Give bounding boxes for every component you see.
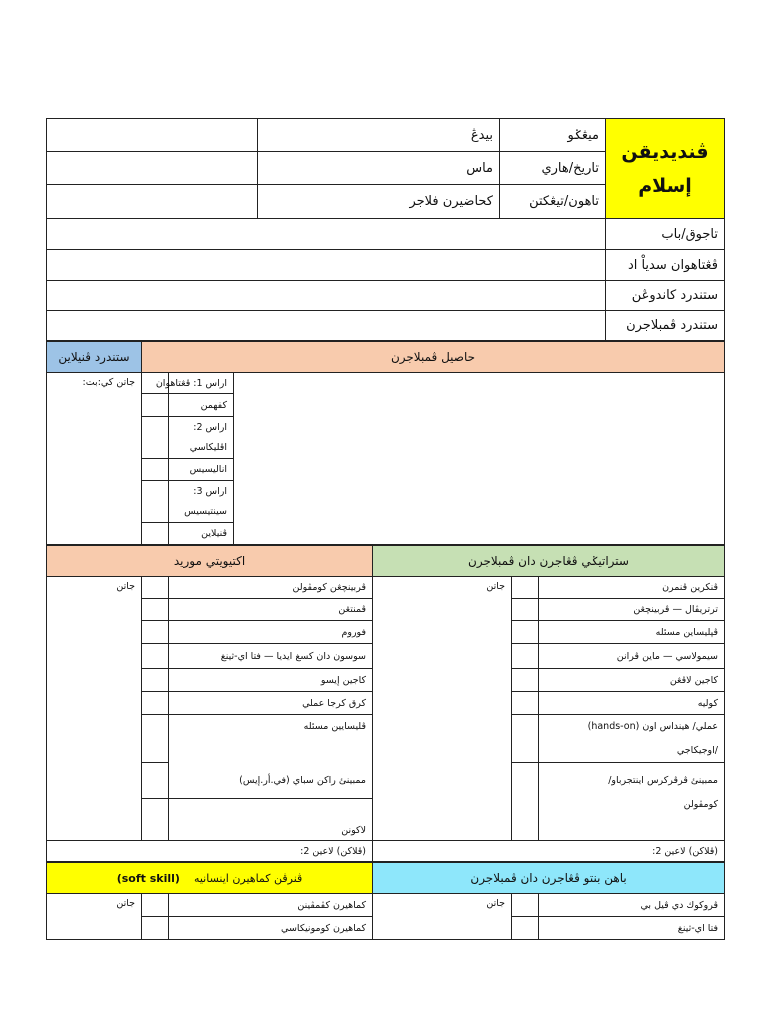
tajuk-bab-value[interactable] [47, 219, 606, 250]
pengetahuan-value[interactable] [47, 250, 606, 281]
strategi-checkbox[interactable] [512, 644, 539, 669]
minggu-label: ميڠݢو [500, 119, 606, 152]
soft-skill-header-ar: ڤنرڤن كماهيرن اينسانيه [193, 871, 303, 885]
standard-kandungan-label: ستندرد كاندوڠن [606, 281, 725, 311]
bahan-catatan: جاتن [373, 894, 512, 940]
strategi-checkbox[interactable] [512, 763, 539, 841]
strategi-item: ڤڽليساين مسئله [539, 621, 725, 644]
subject-title-line2: إسلام [638, 174, 692, 197]
soft-skill-item: كماهيرن كومونيكاسي [169, 917, 373, 940]
bahan-checkbox[interactable] [512, 917, 539, 940]
strategi-checkbox[interactable] [512, 577, 539, 599]
masa-label: ماس [258, 152, 500, 185]
masa-value[interactable] [47, 152, 258, 185]
level-label: كفهمن [169, 394, 234, 417]
soft-skill-checkbox[interactable] [142, 894, 169, 917]
aktiviti-item: كرق كرجا عملي [169, 692, 373, 715]
bahan-checkbox[interactable] [512, 894, 539, 917]
tarikh-hari-label: تاريخ/هاري [500, 152, 606, 185]
strategi-checkbox[interactable] [512, 599, 539, 621]
aktiviti-checkbox[interactable] [142, 763, 169, 799]
bahan-bantu-header: باهن بنتو ڤڠاجرن دان ڤمبلاجرن [373, 863, 725, 894]
soft-skill-table [46, 862, 725, 940]
strategi-checkbox[interactable] [512, 715, 539, 763]
aktiviti-item: فوروم [169, 621, 373, 644]
aktiviti-item: لاكونن [169, 799, 373, 841]
hasil-pembelajaran-header: حاصيل ڤمبلاجرن [142, 342, 725, 373]
strategi-item: كاجين لاڤڠن [539, 669, 725, 692]
tajuk-bab-label: تاجوق/باب [606, 219, 725, 250]
strategi-item: عملي/ هينداس اون (hands-on) [539, 715, 725, 739]
aktiviti-checkbox[interactable] [142, 621, 169, 644]
aktiviti-item: ممبينئ راكن سباي (في.أر.إيس) [169, 763, 373, 799]
soft-skill-item: كماهيرن كڤمڤينن [169, 894, 373, 917]
aktiviti-checkbox[interactable] [142, 692, 169, 715]
level-checkbox[interactable] [142, 523, 169, 545]
aktiviti-checkbox[interactable] [142, 799, 169, 841]
level-label: اڤليكاسي [169, 438, 234, 459]
penilaian-catatan: جاتن كي:بت: [47, 373, 142, 545]
level-label: ڤنيلاين [169, 523, 234, 545]
soft-skill-checkbox[interactable] [142, 917, 169, 940]
subject-title-cell [606, 119, 725, 219]
lesson-plan-form [46, 118, 724, 940]
level-label: سينتيسيس [169, 502, 234, 523]
aktiviti-item: ڤمنتڠن [169, 599, 373, 621]
aktiviti-checkbox[interactable] [142, 577, 169, 599]
strategi-catatan: جاتن [373, 577, 512, 841]
strategi-item: /اوجيكاجي [539, 739, 725, 763]
tahun-tingkatan-label: تاهون/تيڠکتن [500, 185, 606, 219]
strategi-item: ترتريڤال — ڤربينچڠن [539, 599, 725, 621]
strategi-checkbox[interactable] [512, 692, 539, 715]
subject-title-line1: ڤنديديقن [621, 140, 709, 163]
level-checkbox[interactable] [142, 481, 169, 523]
bahan-item: ڤروكوك دي ڤيل بي [539, 894, 725, 917]
aktiviti-catatan: جاتن [47, 577, 142, 841]
aktiviti-murid-header: اكتيويتي موريد [47, 546, 373, 577]
pengetahuan-label: ڤڠتاهوان سدياْ اد [606, 250, 725, 281]
header-table [46, 118, 725, 341]
strategi-checkbox[interactable] [512, 621, 539, 644]
level-label: اراس 3: [169, 481, 234, 502]
strategi-lain-lain[interactable]: (ڤلاكن) لاعين 2: [373, 841, 725, 862]
hasil-pembelajaran-value[interactable] [234, 373, 725, 545]
aktiviti-lain-lain[interactable]: (ڤلاكن) لاعين 2: [47, 841, 373, 862]
level-label: اراس 2: [169, 417, 234, 438]
soft-skill-catatan: جاتن [47, 894, 142, 940]
kehadiran-value[interactable] [47, 185, 258, 219]
aktiviti-checkbox[interactable] [142, 644, 169, 669]
level-label: اناليسيس [169, 459, 234, 481]
kehadiran-label: كحاضيرن فلاجر [258, 185, 500, 219]
soft-skill-header-en: (soft skill) [116, 871, 180, 885]
strategi-checkbox[interactable] [512, 669, 539, 692]
aktiviti-checkbox[interactable] [142, 669, 169, 692]
level-checkbox[interactable] [142, 459, 169, 481]
level-label: اراس 1: ڤڠتاهوان [169, 373, 234, 394]
bidang-label: بيدڠ [258, 119, 500, 152]
aktiviti-item: ڤليسايين مسئله [169, 715, 373, 739]
strategi-item: ڤنكرين ڤنمرن [539, 577, 725, 599]
standard-kandungan-value[interactable] [47, 281, 606, 311]
standard-penilaian-header: ستندرد ڤنيلاين [47, 342, 142, 373]
strategi-item: ممبينئ ڤرڤركرس اينتجرباو/ [539, 763, 725, 799]
level-checkbox[interactable] [142, 417, 169, 459]
aktiviti-item: ڤربينچڠن كومڤولن [169, 577, 373, 599]
strategi-item: سيمولاسي — ماين ڤرانن [539, 644, 725, 669]
bidang-value[interactable] [47, 119, 258, 152]
aktiviti-item: كاجين إيسو [169, 669, 373, 692]
aktiviti-checkbox[interactable] [142, 715, 169, 763]
aktiviti-checkbox[interactable] [142, 599, 169, 621]
strategi-item: كومڤولن [539, 799, 725, 841]
bahan-item: فتا اي-ثينغ [539, 917, 725, 940]
activities-table [46, 545, 725, 862]
strategi-item: كوليه [539, 692, 725, 715]
soft-skill-header [47, 863, 373, 894]
level-checkbox[interactable] [142, 394, 169, 417]
aktiviti-item: سوسون دان كسغ ايديا — فتا اي-ثينغ [169, 644, 373, 669]
strategi-pdp-header: ستراتيݢي ڤڠاجرن دان ڤمبلاجرن [373, 546, 725, 577]
assessment-table [46, 341, 725, 545]
standard-pembelajaran-label: ستندرد ڤمبلاجرن [606, 311, 725, 341]
standard-pembelajaran-value[interactable] [47, 311, 606, 341]
aktiviti-item-spacer [169, 739, 373, 763]
